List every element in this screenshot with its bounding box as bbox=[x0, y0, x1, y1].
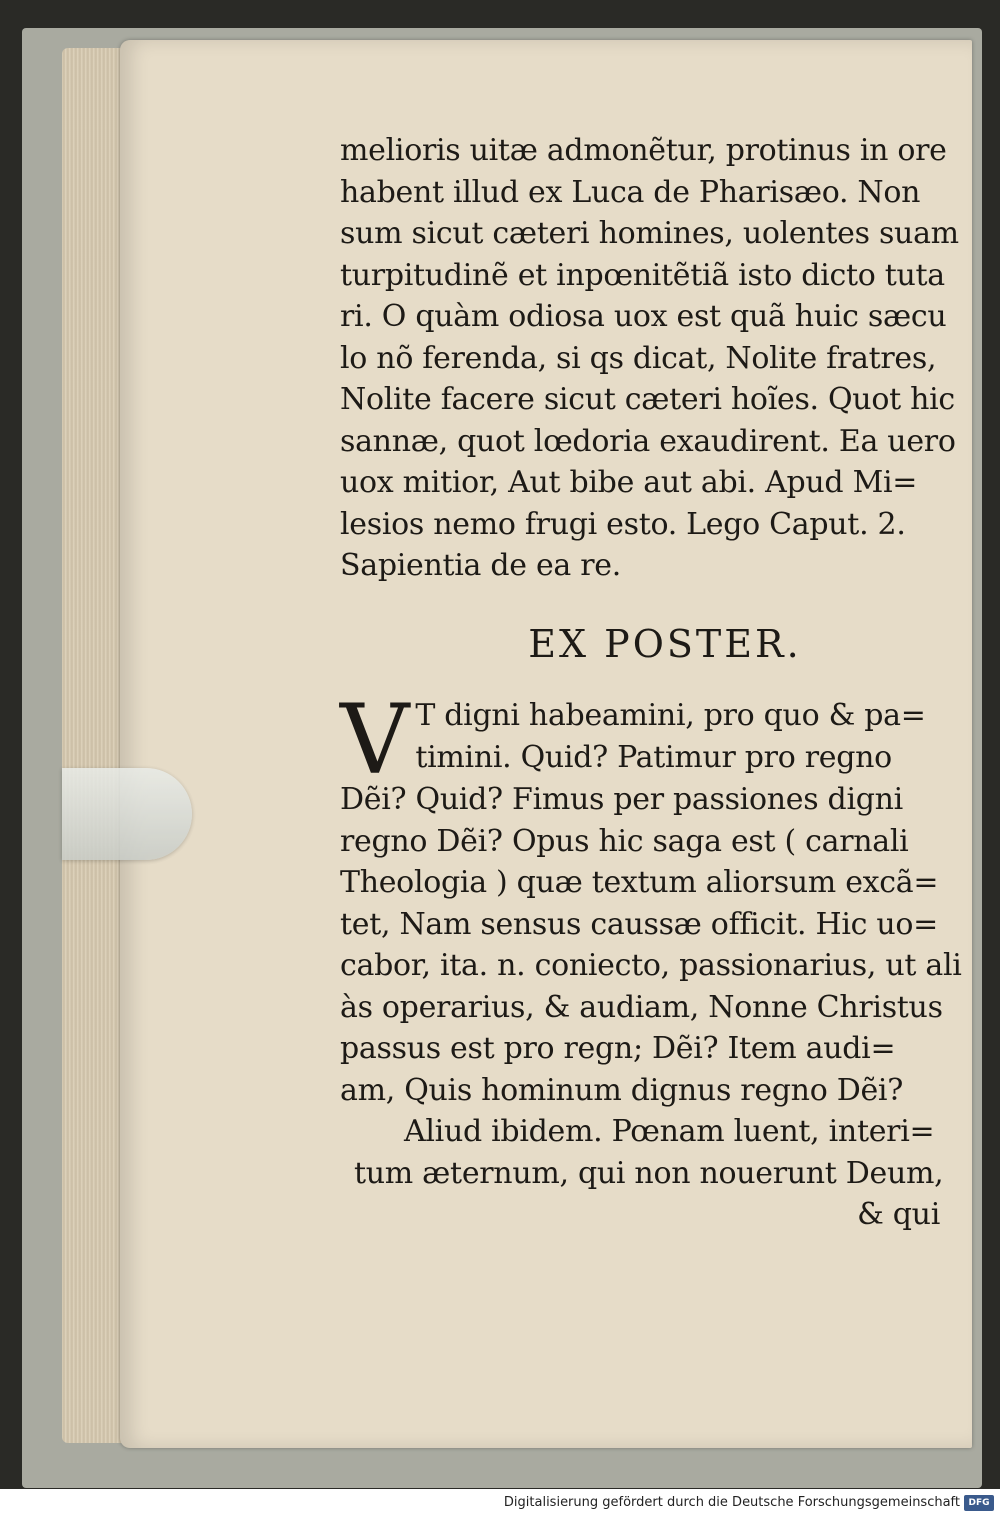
text-line: sum sicut cæteri homines, uolentes suam bbox=[340, 216, 959, 251]
text-line: ri. O quàm odiosa uox est quã huic sæcu bbox=[340, 299, 947, 334]
text-line: Nolite facere sicut cæteri hoĩes. Quot hic bbox=[340, 382, 955, 417]
text-line-indented: Aliud ibidem. Pœnam luent, interi= bbox=[404, 1114, 935, 1149]
text-line: lo nõ ferenda, si qs dicat, Nolite fratres, bbox=[340, 340, 937, 376]
text-line: habent illud ex Luca de Pharisæo. Non bbox=[340, 174, 921, 210]
text-line: am, Quis hominum dignus regno Dẽi? bbox=[340, 1072, 903, 1108]
drop-cap: V bbox=[340, 684, 410, 796]
text-line: sannæ, quot lœdoria exaudirent. Ea uero bbox=[340, 423, 956, 459]
text-line: Dẽi? Quid? Fimus per passiones digni bbox=[340, 782, 903, 817]
text-line-indented: tum æternum, qui non nouerunt Deum, bbox=[354, 1155, 944, 1191]
text-line: lesios nemo frugi esto. Lego Caput. 2. bbox=[340, 506, 906, 542]
catchword: & qui bbox=[857, 1197, 940, 1232]
text-line: às operarius, & audiam, Nonne Christus bbox=[340, 989, 943, 1025]
text-line: cabor, ita. n. coniecto, passionarius, ut ali bbox=[340, 948, 962, 983]
footer-credit bbox=[0, 1489, 1000, 1517]
text-line: T digni habeamini, pro quo & pa= bbox=[415, 698, 926, 733]
page-body-text bbox=[340, 130, 959, 587]
page-clip bbox=[62, 768, 192, 860]
text-line: tet, Nam sensus caussæ officit. Hic uo= bbox=[340, 906, 939, 942]
text-line: Theologia ) quæ textum aliorsum excã= bbox=[340, 865, 939, 900]
section-heading: EX POSTER. bbox=[528, 622, 802, 666]
footer-text: Digitalisierung gefördert durch die Deutsche Forschungsgemeinschaft bbox=[503, 1495, 960, 1510]
text-line: timini. Quid? Patimur pro regno bbox=[415, 739, 892, 775]
text-line: Sapientia de ea re. bbox=[340, 548, 621, 583]
text-line: regno Dẽi? Opus hic saga est ( carnali bbox=[340, 823, 909, 859]
section-body-text bbox=[340, 684, 962, 1236]
dfg-logo: DFG bbox=[964, 1495, 994, 1511]
text-line: melioris uitæ admonẽtur, protinus in ore bbox=[340, 133, 947, 168]
text-line: passus est pro regn; Dẽi? Item audi= bbox=[340, 1031, 896, 1066]
text-line: uox mitior, Aut bibe aut abi. Apud Mi= bbox=[340, 465, 918, 500]
text-line: turpitudinẽ et inpœnitẽtiã isto dicto tuta bbox=[340, 257, 945, 293]
